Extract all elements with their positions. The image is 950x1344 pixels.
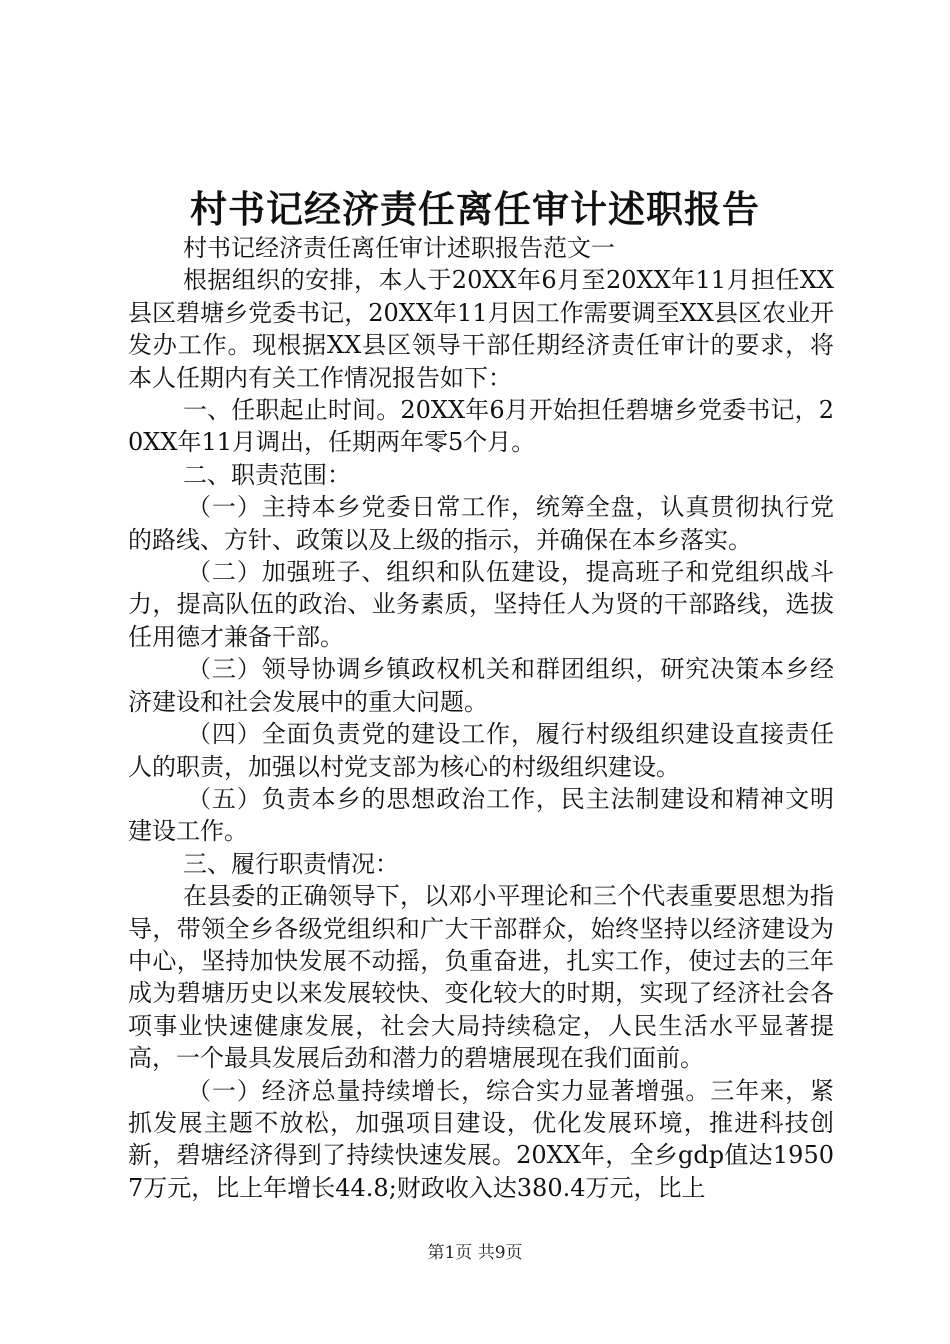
paragraph-intro: 根据组织的安排，本人于20XX年6月至20XX年11月担任XX县区碧塘乡党委书记，20XX年11月因工作需要调至XX县区农业开发办工作。现根据XX县区领导干部任期经济责任审计的要求，将本人任期内有关工作情况报告如下： <box>128 266 834 392</box>
paragraph-duty-3: （三）领导协调乡镇政权机关和群团组织，研究决策本乡经济建设和社会发展中的重大问题。 <box>128 655 834 716</box>
document-body <box>128 232 834 1204</box>
paragraph-duty-4: （四）全面负责党的建设工作，履行村级组织建设直接责任人的职责，加强以村党支部为核心的村级组织建设。 <box>128 720 834 781</box>
paragraph-duty-1: （一）主持本乡党委日常工作，统筹全盘，认真贯彻执行党的路线、方针、政策以及上级的指示，并确保在本乡落实。 <box>128 493 834 554</box>
page-footer: 第1页 共9页 <box>427 1243 523 1263</box>
paragraph-performance: 在县委的正确领导下，以邓小平理论和三个代表重要思想为指导，带领全乡各级党组织和广大干部群众，始终坚持以经济建设为中心，坚持加快发展不动摇，负重奋进，扎实工作，使过去的三年成为碧塘历史以来发展较快、变化较大的时期，实现了经济社会各项事业快速健康发展，社会大局持续稳定，人民生活水平显著提高，一个最具发展后劲和潜力的碧塘展现在我们面前。 <box>128 882 834 1073</box>
paragraph-economy: （一）经济总量持续增长，综合实力显著增强。三年来，紧抓发展主题不放松，加强项目建设，优化发展环境，推进科技创新，碧塘经济得到了持续快速发展。20XX年，全乡gdp值达19507万元，比上年增长44.8;财政收入达380.4万元，比上 <box>128 1076 834 1202</box>
paragraph-duty-2: （二）加强班子、组织和队伍建设，提高班子和党组织战斗力，提高队伍的政治、业务素质，坚持任人为贤的干部路线，选拔任用德才兼备干部。 <box>128 558 834 651</box>
section-heading-duties: 二、职责范围： <box>183 460 351 489</box>
paragraph-subtitle: 村书记经济责任离任审计述职报告范文一 <box>183 234 615 262</box>
paragraph-term: 一、任职起止时间。20XX年6月开始担任碧塘乡党委书记，20XX年11月调出，任期两年零5个月。 <box>128 396 834 457</box>
paragraph-duty-5: （五）负责本乡的思想政治工作，民主法制建设和精神文明建设工作。 <box>128 784 834 846</box>
document-title: 村书记经济责任离任审计述职报告 <box>190 187 760 231</box>
section-heading-performance: 三、履行职责情况： <box>183 849 399 878</box>
